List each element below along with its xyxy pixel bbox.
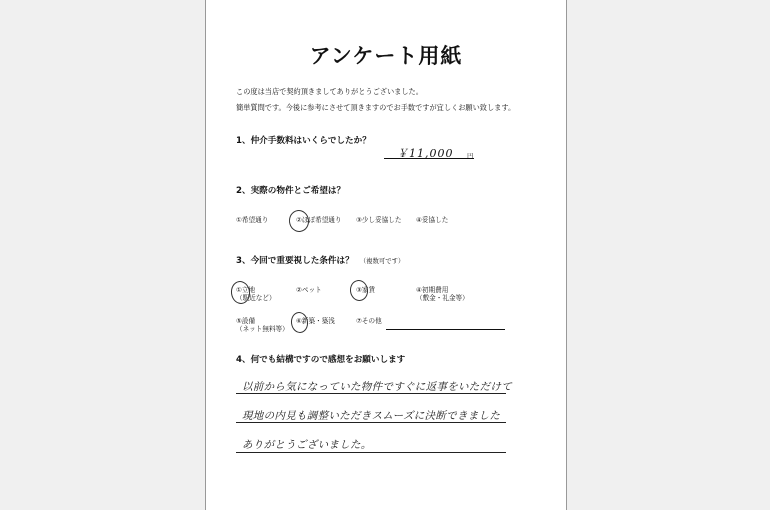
page-title: アンケート用紙	[309, 44, 463, 68]
question-3-text: 3、今回で重要視した条件は？	[236, 256, 354, 266]
q3-option-4-label: ④初期費用	[416, 286, 449, 294]
survey-sheet	[205, 0, 567, 510]
q3-selected-circle-6	[290, 311, 310, 334]
comment-rule-2	[236, 422, 506, 423]
q2-selected-circle	[288, 209, 311, 234]
intro-line-1: この度は当店で契約頂きましてありがとうございました。	[236, 87, 423, 96]
q3-option-5	[236, 317, 289, 333]
q3-option-5-label: ⑤設備	[236, 317, 256, 325]
q3-option-1-sub: （駅近など）	[236, 294, 276, 302]
q2-option-3: ③少し妥協した	[356, 216, 402, 224]
question-2: 2、実際の物件とご希望は？	[236, 186, 346, 196]
q3-option-7: ⑦その他	[356, 317, 382, 325]
question-1: 1、仲介手数料はいくらでしたか？	[236, 136, 371, 146]
q3-option-3: ③家賃	[356, 286, 376, 294]
q3-option-1-label: ①立地	[236, 286, 256, 294]
question-4: 4、何でも結構ですので感想をお願いします	[236, 355, 406, 365]
q3-option-5-sub: （ネット無料等）	[236, 325, 289, 333]
comment-line-3: ありがとうございました。	[242, 439, 372, 451]
question-3-note: （複数可です）	[359, 257, 405, 265]
comment-line-1: 以前から気になっていた物件ですぐに返事をいただけて	[242, 381, 512, 393]
q3-option-4-sub: （敷金・礼金等）	[416, 294, 469, 302]
question-3	[236, 254, 404, 266]
q2-option-4: ④妥協した	[416, 216, 449, 224]
other-answer-line	[386, 329, 505, 330]
q3-option-4	[416, 286, 469, 302]
comment-line-2: 現地の内見も調整いただきスムーズに決断できました	[242, 410, 501, 422]
comment-rule-3	[236, 452, 506, 453]
q2-option-1: ①希望通り	[236, 216, 269, 224]
fee-answer-line	[384, 158, 474, 159]
q2-option-2: ②ほぼ希望通り	[296, 216, 342, 224]
q3-option-6: ⑥新築・築浅	[296, 317, 335, 325]
intro-line-2: 簡単質問です。今後に参考にさせて頂きますのでお手数ですが宜しくお願い致します。	[236, 103, 516, 112]
fee-unit: 円	[467, 152, 474, 160]
comment-rule-1	[236, 393, 506, 394]
fee-answer: ￥11,000	[397, 147, 454, 160]
q3-selected-circle-3	[349, 279, 370, 302]
q3-option-2: ②ペット	[296, 286, 322, 294]
